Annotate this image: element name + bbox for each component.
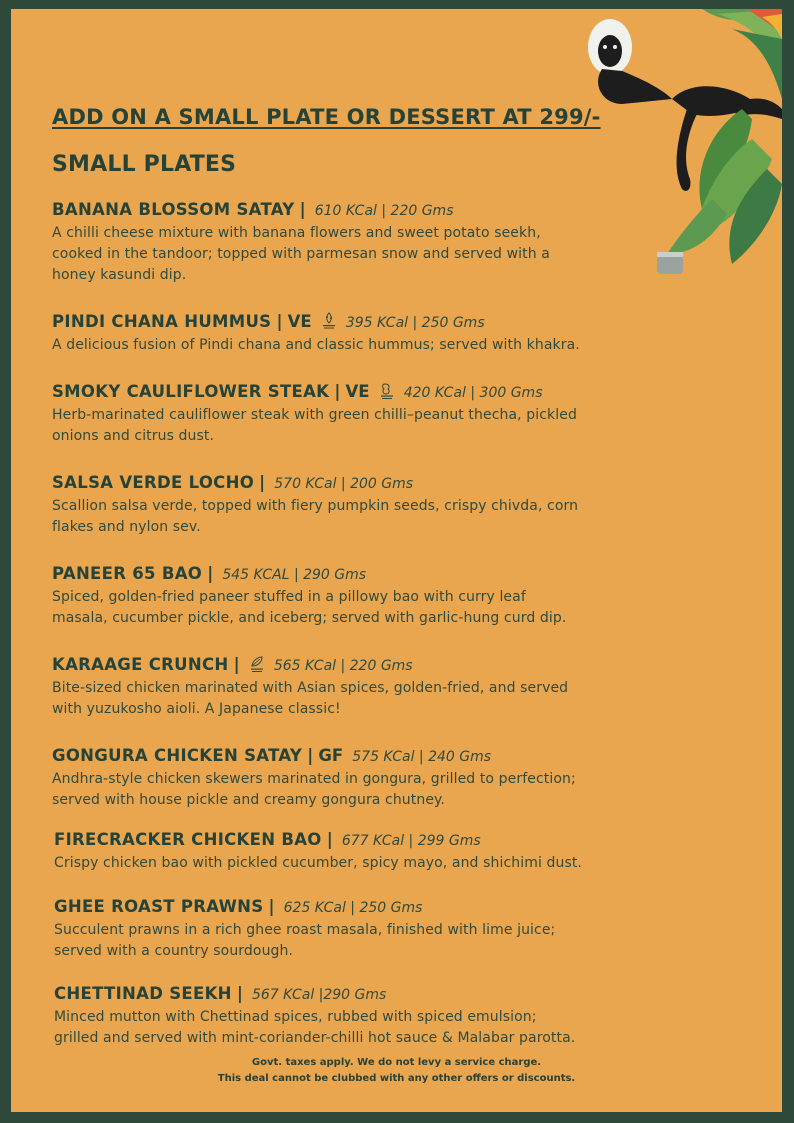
item-separator: | <box>236 984 243 1003</box>
item-nutrition: 420 KCal | 300 Gms <box>403 385 543 401</box>
item-name: PANEER 65 BAO <box>52 564 203 583</box>
item-name: FIRECRACKER CHICKEN BAO <box>54 830 322 849</box>
menu-item-banana-blossom-satay <box>52 199 652 286</box>
item-name: KARAAGE CRUNCH <box>52 655 229 674</box>
menu-item-chettinad-seekh <box>54 983 654 1049</box>
item-description-line: onions and citrus dust. <box>52 428 215 444</box>
item-description-line: grilled and served with mint-coriander-chilli hot sauce & Malabar parotta. <box>54 1030 576 1046</box>
item-diet-tag: GF <box>318 746 344 765</box>
contains-peanuts-icon <box>379 382 395 400</box>
menu-item-ghee-roast-prawns <box>54 896 654 962</box>
contains-sesame-icon <box>321 312 337 330</box>
item-description-line: masala, cucumber pickle, and iceberg; served with garlic-hung curd dip. <box>52 610 567 626</box>
item-name: GHEE ROAST PRAWNS <box>54 897 264 916</box>
item-name: GONGURA CHICKEN SATAY <box>52 746 303 765</box>
item-name: BANANA BLOSSOM SATAY <box>52 200 295 219</box>
footer-tax-note: Govt. taxes apply. We do not levy a service charge. <box>251 1057 542 1068</box>
item-description-line: served with a country sourdough. <box>54 943 294 959</box>
item-separator: | <box>259 473 266 492</box>
item-diet-tag: VE <box>345 382 370 401</box>
menu-item-pindi-chana-hummus <box>52 311 652 356</box>
item-separator: | <box>326 830 333 849</box>
item-nutrition: 395 KCal | 250 Gms <box>345 315 485 331</box>
item-separator: | <box>307 746 314 765</box>
contains-soy-icon <box>249 655 265 673</box>
item-description-line: A chilli cheese mixture with banana flowers and sweet potato seekh, <box>52 225 541 241</box>
item-name: PINDI CHANA HUMMUS <box>52 312 272 331</box>
menu-page <box>11 9 782 1112</box>
item-description-line: A delicious fusion of Pindi chana and classic hummus; served with khakra. <box>52 337 580 353</box>
item-nutrition: 567 KCal |290 Gms <box>251 987 387 1003</box>
item-nutrition: 677 KCal | 299 Gms <box>341 833 481 849</box>
item-separator: | <box>207 564 214 583</box>
item-separator: | <box>299 200 306 219</box>
item-separator: | <box>334 382 341 401</box>
item-name: SMOKY CAULIFLOWER STEAK <box>52 382 330 401</box>
item-description-line: served with house pickle and creamy gongura chutney. <box>52 792 445 808</box>
item-nutrition: 570 KCal | 200 Gms <box>274 476 414 492</box>
item-description-line: cooked in the tandoor; topped with parmesan snow and served with a <box>52 246 550 262</box>
item-nutrition: 625 KCal | 250 Gms <box>283 900 423 916</box>
menu-item-salsa-verde-locho <box>52 472 652 538</box>
item-description-line: flakes and nylon sev. <box>52 519 201 535</box>
item-separator: | <box>276 312 283 331</box>
footer-notes <box>11 1055 782 1087</box>
item-description-line: Scallion salsa verde, topped with fiery pumpkin seeds, crispy chivda, corn <box>52 498 579 514</box>
item-description-line: Spiced, golden-fried paneer stuffed in a pillowy bao with curry leaf <box>52 589 526 605</box>
item-description-line: Bite-sized chicken marinated with Asian spices, golden-fried, and served <box>52 680 569 696</box>
menu-item-gongura-chicken-satay <box>52 745 652 811</box>
item-nutrition: 575 KCal | 240 Gms <box>352 749 492 765</box>
item-description-line: honey kasundi dip. <box>52 267 187 283</box>
item-description-line: Succulent prawns in a rich ghee roast masala, finished with lime juice; <box>54 922 556 938</box>
menu-item-karaage-crunch <box>52 654 652 720</box>
menu-item-firecracker-chicken-bao <box>54 829 654 874</box>
footer-deal-note: This deal cannot be clubbed with any other offers or discounts. <box>217 1073 576 1084</box>
item-description-line: Minced mutton with Chettinad spices, rubbed with spiced emulsion; <box>54 1009 537 1025</box>
item-description-line: Andhra-style chicken skewers marinated in gongura, grilled to perfection; <box>52 771 576 787</box>
item-diet-tag: VE <box>287 312 312 331</box>
section-heading: SMALL PLATES <box>52 152 237 177</box>
menu-item-paneer-65-bao <box>52 563 652 629</box>
item-nutrition: 610 KCal | 220 Gms <box>314 203 454 219</box>
item-description-line: Crispy chicken bao with pickled cucumber, spicy mayo, and shichimi dust. <box>54 855 582 871</box>
item-description-line: Herb-marinated cauliflower steak with green chilli–peanut thecha, pickled <box>52 407 577 423</box>
item-separator: | <box>268 897 275 916</box>
item-description-line: with yuzukosho aioli. A Japanese classic! <box>52 701 341 717</box>
item-separator: | <box>233 655 240 674</box>
item-name: CHETTINAD SEEKH <box>54 984 232 1003</box>
item-name: SALSA VERDE LOCHO <box>52 473 255 492</box>
item-nutrition: 565 KCal | 220 Gms <box>273 658 413 674</box>
menu-item-smoky-cauliflower-steak <box>52 381 652 447</box>
offer-heading: ADD ON A SMALL PLATE OR DESSERT AT 299/- <box>52 105 601 129</box>
item-nutrition: 545 KCAL | 290 Gms <box>222 567 367 583</box>
